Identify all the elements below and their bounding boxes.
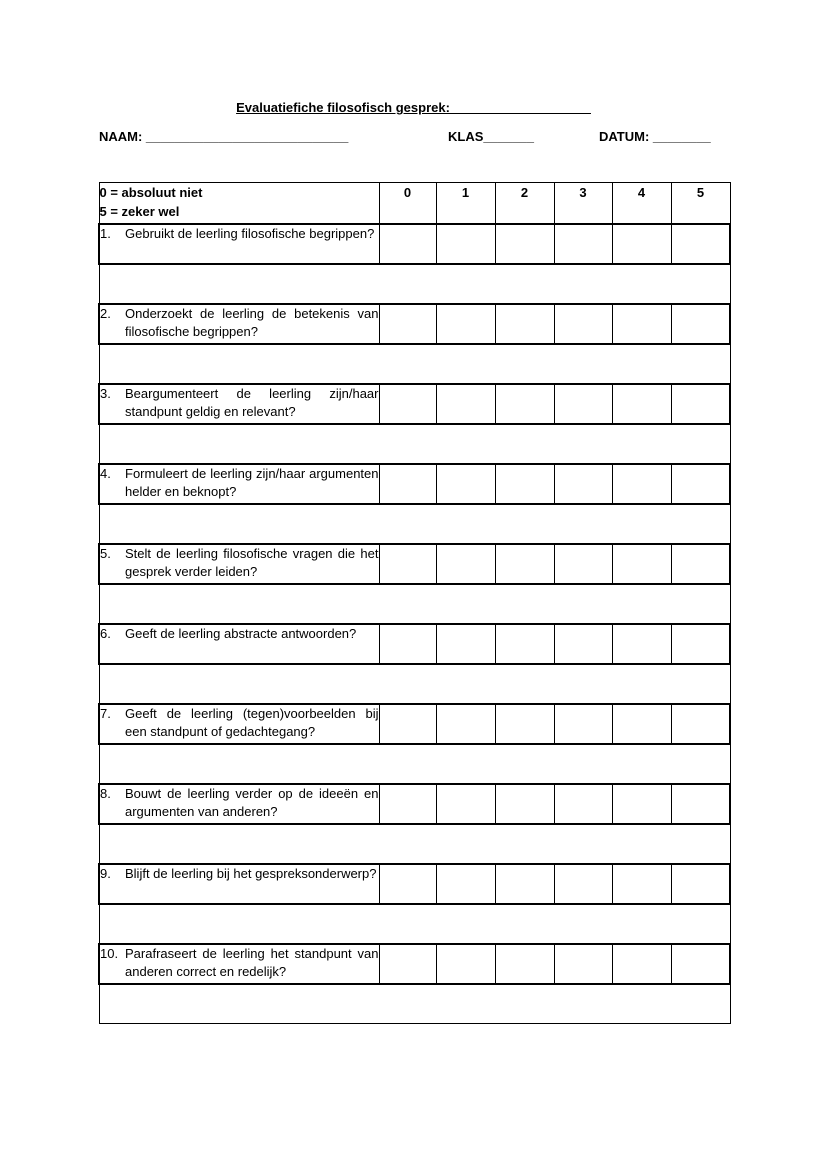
question-number: 3.	[100, 386, 111, 401]
question-text: Geeft de leerling (tegen)voorbeelden bij een standpunt of gedachtegang?	[125, 706, 379, 739]
question-row	[99, 944, 730, 984]
question-row	[99, 784, 730, 824]
question-cell	[99, 464, 379, 504]
score-cell[interactable]	[612, 624, 671, 664]
score-column-header: 1	[436, 183, 495, 225]
comment-row	[99, 664, 730, 704]
score-cell[interactable]	[612, 224, 671, 264]
question-number: 4.	[100, 466, 111, 481]
comment-row	[99, 744, 730, 784]
question-text: Parafraseert de leerling het standpunt van anderen correct en redelijk?	[125, 946, 379, 979]
comment-row	[99, 824, 730, 864]
scale-legend-line: 0 = absoluut niet	[99, 185, 203, 200]
question-row	[99, 704, 730, 744]
question-cell	[99, 944, 379, 984]
question-text: Geeft de leerling abstracte antwoorden?	[125, 626, 357, 641]
score-cell[interactable]	[379, 384, 436, 424]
comment-cell[interactable]	[99, 824, 730, 864]
score-column-header: 5	[671, 183, 730, 225]
scale-legend-line: 5 = zeker wel	[99, 204, 180, 219]
question-number: 10.	[100, 946, 119, 961]
score-cell[interactable]	[554, 304, 612, 344]
score-cell[interactable]	[612, 784, 671, 824]
score-cell[interactable]	[554, 464, 612, 504]
question-text: Formuleert de leerling zijn/haar argumenten helder en beknopt?	[125, 466, 379, 499]
score-cell[interactable]	[495, 784, 554, 824]
score-column-header: 3	[554, 183, 612, 225]
score-cell[interactable]	[436, 704, 495, 744]
question-row	[99, 224, 730, 264]
score-cell[interactable]	[554, 784, 612, 824]
score-cell[interactable]	[495, 624, 554, 664]
score-cell[interactable]	[612, 944, 671, 984]
comment-row	[99, 504, 730, 544]
score-cell[interactable]	[436, 304, 495, 344]
score-cell[interactable]	[495, 464, 554, 504]
name-field[interactable]: NAAM: ____________________________	[99, 129, 349, 144]
question-cell	[99, 704, 379, 744]
question-row	[99, 464, 730, 504]
score-cell[interactable]	[554, 864, 612, 904]
question-number: 1.	[100, 226, 111, 241]
score-cell[interactable]	[379, 544, 436, 584]
comment-cell[interactable]	[99, 744, 730, 784]
score-cell[interactable]	[671, 464, 730, 504]
score-cell[interactable]	[671, 544, 730, 584]
comment-cell[interactable]	[99, 984, 730, 1024]
score-cell[interactable]	[379, 624, 436, 664]
question-text: Blijft de leerling bij het gespreksonderwerp?	[125, 866, 377, 881]
score-cell[interactable]	[436, 864, 495, 904]
question-number: 5.	[100, 546, 111, 561]
table-header-row	[99, 183, 730, 225]
comment-cell[interactable]	[99, 584, 730, 624]
comment-row	[99, 984, 730, 1024]
score-cell[interactable]	[612, 384, 671, 424]
score-cell[interactable]	[671, 384, 730, 424]
comment-row	[99, 904, 730, 944]
score-cell[interactable]	[554, 624, 612, 664]
score-cell[interactable]	[612, 704, 671, 744]
score-cell[interactable]	[554, 224, 612, 264]
comment-cell[interactable]	[99, 904, 730, 944]
question-cell	[99, 544, 379, 584]
question-number: 7.	[100, 706, 111, 721]
score-cell[interactable]	[379, 224, 436, 264]
score-cell[interactable]	[495, 704, 554, 744]
score-cell[interactable]	[495, 224, 554, 264]
score-cell[interactable]	[379, 784, 436, 824]
score-cell[interactable]	[379, 944, 436, 984]
question-text: Gebruikt de leerling filosofische begrippen?	[125, 226, 375, 241]
comment-row	[99, 264, 730, 304]
scale-legend	[99, 183, 379, 225]
score-column-header: 4	[612, 183, 671, 225]
question-number: 8.	[100, 786, 111, 801]
score-column-header: 0	[379, 183, 436, 225]
comment-cell[interactable]	[99, 664, 730, 704]
class-field[interactable]: KLAS_______	[448, 129, 534, 144]
question-row	[99, 544, 730, 584]
evaluation-table	[98, 182, 731, 1024]
score-cell[interactable]	[671, 304, 730, 344]
score-cell[interactable]	[495, 944, 554, 984]
score-cell[interactable]	[495, 304, 554, 344]
question-number: 6.	[100, 626, 111, 641]
question-row	[99, 624, 730, 664]
score-cell[interactable]	[671, 704, 730, 744]
score-cell[interactable]	[612, 544, 671, 584]
score-cell[interactable]	[671, 784, 730, 824]
comment-cell[interactable]	[99, 344, 730, 384]
score-cell[interactable]	[436, 464, 495, 504]
score-cell[interactable]	[554, 544, 612, 584]
comment-row	[99, 584, 730, 624]
score-cell[interactable]	[379, 304, 436, 344]
comment-cell[interactable]	[99, 424, 730, 464]
score-cell[interactable]	[436, 224, 495, 264]
score-cell[interactable]	[554, 704, 612, 744]
question-cell	[99, 304, 379, 344]
comment-cell[interactable]	[99, 264, 730, 304]
comment-row	[99, 424, 730, 464]
date-field[interactable]: DATUM: ________	[599, 129, 711, 144]
score-cell[interactable]	[379, 704, 436, 744]
score-cell[interactable]	[612, 304, 671, 344]
score-cell[interactable]	[495, 864, 554, 904]
score-cell[interactable]	[612, 464, 671, 504]
question-cell	[99, 384, 379, 424]
score-cell[interactable]	[495, 544, 554, 584]
score-cell[interactable]	[671, 224, 730, 264]
comment-cell[interactable]	[99, 504, 730, 544]
score-cell[interactable]	[436, 944, 495, 984]
question-text: Beargumenteert de leerling zijn/haar standpunt geldig en relevant?	[125, 386, 379, 419]
question-number: 2.	[100, 306, 111, 321]
score-cell[interactable]	[495, 384, 554, 424]
question-text: Bouwt de leerling verder op de ideeën en argumenten van anderen?	[125, 786, 379, 819]
score-cell[interactable]	[379, 464, 436, 504]
score-cell[interactable]	[554, 384, 612, 424]
question-cell	[99, 864, 379, 904]
question-row	[99, 304, 730, 344]
score-cell[interactable]	[671, 944, 730, 984]
score-column-header: 2	[495, 183, 554, 225]
score-cell[interactable]	[436, 624, 495, 664]
comment-row	[99, 344, 730, 384]
score-cell[interactable]	[379, 864, 436, 904]
score-cell[interactable]	[436, 384, 495, 424]
question-text: Stelt de leerling filosofische vragen die het gesprek verder leiden?	[125, 546, 379, 579]
score-cell[interactable]	[436, 784, 495, 824]
question-number: 9.	[100, 866, 111, 881]
score-cell[interactable]	[671, 624, 730, 664]
page-title: Evaluatiefiche filosofisch gesprek: ___________________	[236, 100, 591, 115]
score-cell[interactable]	[554, 944, 612, 984]
score-cell[interactable]	[612, 864, 671, 904]
question-row	[99, 384, 730, 424]
question-cell	[99, 624, 379, 664]
question-text: Onderzoekt de leerling de betekenis van filosofische begrippen?	[125, 306, 379, 339]
score-cell[interactable]	[671, 864, 730, 904]
score-cell[interactable]	[436, 544, 495, 584]
question-cell	[99, 784, 379, 824]
question-cell	[99, 224, 379, 264]
question-row	[99, 864, 730, 904]
